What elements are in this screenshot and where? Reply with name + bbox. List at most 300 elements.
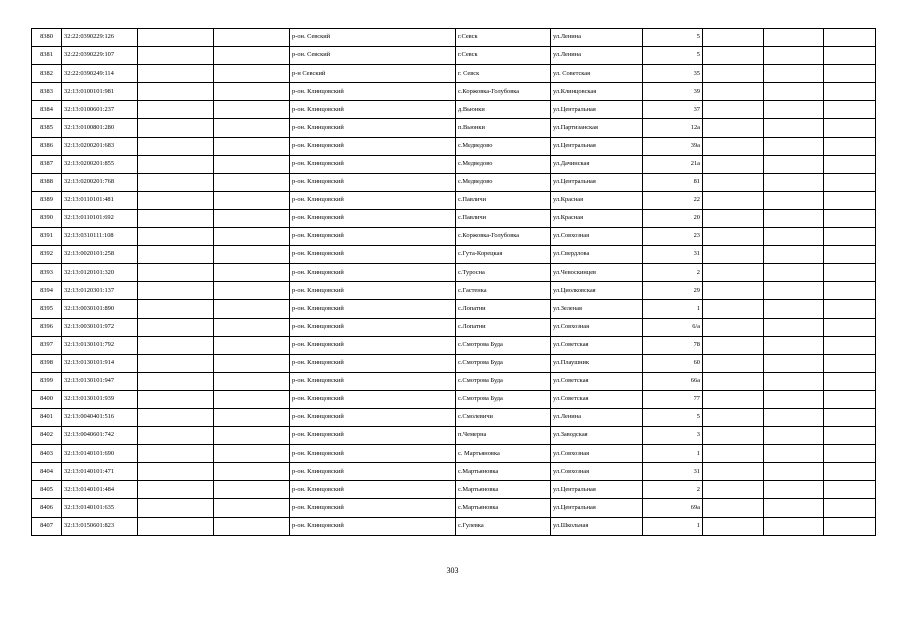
house-number-cell: 81 [643,173,703,191]
district-cell: р-он. Клинцовский [290,336,456,354]
empty-cell [824,137,876,155]
empty-cell [214,318,290,336]
street-cell: ул.Партизанская [551,119,643,137]
table-row [32,47,876,65]
empty-cell [138,137,214,155]
cadastral-number-cell: 32:13:0100101:981 [62,83,138,101]
cadastral-number-cell: 32:13:0040601:742 [62,427,138,445]
settlement-cell: с.Лопатни [456,318,551,336]
district-cell: р-он. Клинцовский [290,191,456,209]
district-cell: р-он. Клинцовский [290,481,456,499]
district-cell: р-он. Клинцовский [290,354,456,372]
empty-cell [703,390,764,408]
empty-cell [764,29,824,47]
empty-cell [703,246,764,264]
empty-cell [138,427,214,445]
empty-cell [214,445,290,463]
empty-cell [824,445,876,463]
empty-cell [764,119,824,137]
empty-cell [703,209,764,227]
empty-cell [214,481,290,499]
cadastral-number-cell: 32:13:0200201:768 [62,173,138,191]
empty-cell [764,191,824,209]
cadastral-number-cell: 32:13:0120301:137 [62,282,138,300]
empty-cell [824,191,876,209]
street-cell: ул.Центральная [551,481,643,499]
cadastral-number-cell: 32:13:0140101:690 [62,445,138,463]
district-cell: р-он. Клинцовский [290,228,456,246]
cadastral-number-cell: 32:13:0200201:683 [62,137,138,155]
table-row [32,137,876,155]
empty-cell [764,155,824,173]
row-number-cell: 8388 [32,173,62,191]
row-number-cell: 8391 [32,228,62,246]
empty-cell [824,336,876,354]
table-row [32,65,876,83]
empty-cell [214,282,290,300]
house-number-cell: 12а [643,119,703,137]
empty-cell [764,65,824,83]
table-row [32,354,876,372]
empty-cell [824,173,876,191]
house-number-cell: 29 [643,282,703,300]
street-cell: ул.Ленина [551,408,643,426]
empty-cell [214,499,290,517]
empty-cell [764,427,824,445]
street-cell: ул.Советская [551,390,643,408]
empty-cell [764,354,824,372]
street-cell: ул.Центральная [551,173,643,191]
empty-cell [824,318,876,336]
house-number-cell: 1 [643,300,703,318]
street-cell: ул.Зеленая [551,300,643,318]
empty-cell [764,282,824,300]
empty-cell [703,173,764,191]
empty-cell [824,65,876,83]
empty-cell [824,372,876,390]
settlement-cell: с.Мартьяновка [456,499,551,517]
table-row [32,463,876,481]
district-cell: р-он. Клинцовский [290,390,456,408]
house-number-cell: 1 [643,517,703,535]
row-number-cell: 8389 [32,191,62,209]
empty-cell [703,427,764,445]
empty-cell [138,228,214,246]
empty-cell [138,119,214,137]
house-number-cell: 1 [643,445,703,463]
street-cell: ул.Заводская [551,427,643,445]
row-number-cell: 8381 [32,47,62,65]
table-row [32,191,876,209]
empty-cell [764,228,824,246]
empty-cell [703,354,764,372]
empty-cell [764,318,824,336]
house-number-cell: 60 [643,354,703,372]
cadastral-number-cell: 32:13:0110101:692 [62,209,138,227]
empty-cell [703,29,764,47]
house-number-cell: 5 [643,408,703,426]
empty-cell [764,209,824,227]
cadastral-number-cell: 32:13:0100801:280 [62,119,138,137]
empty-cell [138,354,214,372]
empty-cell [824,264,876,282]
street-cell: ул. Советская [551,65,643,83]
cadastral-number-cell: 32:22:0390249:114 [62,65,138,83]
empty-cell [138,336,214,354]
settlement-cell: с.Медведово [456,173,551,191]
table-row [32,499,876,517]
empty-cell [214,463,290,481]
cadastral-number-cell: 32:13:0020101:258 [62,246,138,264]
empty-cell [703,101,764,119]
row-number-cell: 8404 [32,463,62,481]
empty-cell [214,155,290,173]
empty-cell [764,408,824,426]
district-cell: р-он. Клинцовский [290,318,456,336]
table-row [32,390,876,408]
empty-cell [824,101,876,119]
empty-cell [764,246,824,264]
settlement-cell: с.Коржовка-Голубовка [456,228,551,246]
empty-cell [824,155,876,173]
empty-cell [824,463,876,481]
settlement-cell: с.Павличи [456,209,551,227]
settlement-cell: г.Севск [456,47,551,65]
empty-cell [703,155,764,173]
empty-cell [703,47,764,65]
empty-cell [138,390,214,408]
row-number-cell: 8383 [32,83,62,101]
row-number-cell: 8395 [32,300,62,318]
house-number-cell: 2 [643,481,703,499]
cadastral-number-cell: 32:13:0150601:823 [62,517,138,535]
settlement-cell: г.Севск [456,29,551,47]
empty-cell [214,65,290,83]
empty-cell [214,427,290,445]
district-cell: р-он. Севский [290,29,456,47]
row-number-cell: 8396 [32,318,62,336]
empty-cell [703,83,764,101]
empty-cell [214,209,290,227]
empty-cell [214,336,290,354]
row-number-cell: 8394 [32,282,62,300]
empty-cell [703,445,764,463]
house-number-cell: 37 [643,101,703,119]
row-number-cell: 8387 [32,155,62,173]
settlement-cell: с.Смотрова Буда [456,336,551,354]
house-number-cell: 69а [643,499,703,517]
table-row [32,445,876,463]
district-cell: р-он. Клинцовский [290,83,456,101]
street-cell: ул.Клинцовская [551,83,643,101]
cadastral-number-cell: 32:22:0390229:107 [62,47,138,65]
cadastral-number-cell: 32:13:0130101:947 [62,372,138,390]
empty-cell [824,300,876,318]
empty-cell [824,517,876,535]
row-number-cell: 8384 [32,101,62,119]
row-number-cell: 8403 [32,445,62,463]
cadastral-number-cell: 32:13:0140101:471 [62,463,138,481]
empty-cell [138,318,214,336]
empty-cell [214,47,290,65]
cadastral-number-cell: 32:13:0140101:484 [62,481,138,499]
empty-cell [824,47,876,65]
street-cell: ул.Чевоскинцев [551,264,643,282]
empty-cell [703,228,764,246]
district-cell: р-он. Клинцовский [290,209,456,227]
street-cell: ул.Ленина [551,47,643,65]
house-number-cell: 5 [643,29,703,47]
settlement-cell: с.Гастенка [456,282,551,300]
empty-cell [138,83,214,101]
settlement-cell: с.Туросна [456,264,551,282]
settlement-cell: с.Смотрова Буда [456,354,551,372]
street-cell: ул.Советская [551,372,643,390]
table-row [32,246,876,264]
empty-cell [824,228,876,246]
table-row [32,29,876,47]
empty-cell [824,119,876,137]
empty-cell [214,191,290,209]
district-cell: р-он. Клинцовский [290,372,456,390]
empty-cell [764,264,824,282]
cadastral-number-cell: 32:13:0110101:481 [62,191,138,209]
house-number-cell: 35 [643,65,703,83]
table-row [32,101,876,119]
district-cell: р-он. Клинцовский [290,264,456,282]
table-row [32,300,876,318]
empty-cell [764,463,824,481]
table-row [32,481,876,499]
district-cell: р-он. Клинцовский [290,137,456,155]
house-number-cell: 39а [643,137,703,155]
house-number-cell: 39 [643,83,703,101]
district-cell: р-он. Клинцовский [290,463,456,481]
cadastral-number-cell: 32:22:0390229:126 [62,29,138,47]
district-cell: р-он. Клинцовский [290,300,456,318]
empty-cell [138,246,214,264]
table-row [32,408,876,426]
empty-cell [138,264,214,282]
empty-cell [764,137,824,155]
empty-cell [214,264,290,282]
settlement-cell: с.Смотрова Буда [456,372,551,390]
empty-cell [764,481,824,499]
district-cell: р-он. Клинцовский [290,246,456,264]
empty-cell [138,101,214,119]
street-cell: ул.Центральная [551,499,643,517]
cadastral-number-cell: 32:13:0130101:939 [62,390,138,408]
empty-cell [703,336,764,354]
cadastral-number-cell: 32:13:0120101:320 [62,264,138,282]
empty-cell [824,83,876,101]
empty-cell [214,101,290,119]
street-cell: ул.Совхозная [551,463,643,481]
settlement-cell: с.Лопатни [456,300,551,318]
empty-cell [138,372,214,390]
empty-cell [138,191,214,209]
empty-cell [138,47,214,65]
house-number-cell: 31 [643,463,703,481]
settlement-cell: п.Вьюнки [456,119,551,137]
district-cell: р-он. Клинцовский [290,499,456,517]
empty-cell [138,173,214,191]
cadastral-number-cell: 32:13:0030101:972 [62,318,138,336]
empty-cell [214,83,290,101]
empty-cell [214,137,290,155]
empty-cell [764,173,824,191]
district-cell: р-он. Клинцовский [290,517,456,535]
empty-cell [764,499,824,517]
row-number-cell: 8386 [32,137,62,155]
empty-cell [764,372,824,390]
settlement-cell: г. Севск [456,65,551,83]
empty-cell [703,119,764,137]
street-cell: ул.Дачинская [551,155,643,173]
empty-cell [214,517,290,535]
row-number-cell: 8393 [32,264,62,282]
empty-cell [703,499,764,517]
row-number-cell: 8380 [32,29,62,47]
settlement-cell: п.Чемерна [456,427,551,445]
street-cell: ул.Плаушник [551,354,643,372]
cadastral-number-cell: 32:13:0100601:237 [62,101,138,119]
cadastral-number-cell: 32:13:0040401:516 [62,408,138,426]
row-number-cell: 8398 [32,354,62,372]
house-number-cell: 21а [643,155,703,173]
empty-cell [824,354,876,372]
table-row [32,427,876,445]
row-number-cell: 8385 [32,119,62,137]
row-number-cell: 8399 [32,372,62,390]
settlement-cell: с.Смотрова Буда [456,390,551,408]
empty-cell [214,390,290,408]
table-row [32,209,876,227]
empty-cell [824,246,876,264]
empty-cell [824,481,876,499]
district-cell: р-он. Клинцовский [290,282,456,300]
settlement-cell: с.Гута-Корецкая [456,246,551,264]
row-number-cell: 8401 [32,408,62,426]
cadastral-number-cell: 32:13:0310111:108 [62,228,138,246]
cadastral-number-cell: 32:13:0140101:635 [62,499,138,517]
empty-cell [138,282,214,300]
street-cell: ул.Циолковская [551,282,643,300]
property-registry-table [31,28,876,536]
empty-cell [764,47,824,65]
empty-cell [138,65,214,83]
house-number-cell: 22 [643,191,703,209]
settlement-cell: с.Медведово [456,137,551,155]
cadastral-number-cell: 32:13:0030101:890 [62,300,138,318]
settlement-cell: с.Павличи [456,191,551,209]
street-cell: ул.Школьная [551,517,643,535]
house-number-cell: 3 [643,427,703,445]
empty-cell [703,517,764,535]
house-number-cell: 31 [643,246,703,264]
street-cell: ул.Красная [551,209,643,227]
empty-cell [214,408,290,426]
street-cell: ул.Центральная [551,101,643,119]
row-number-cell: 8407 [32,517,62,535]
district-cell: р-он. Клинцовский [290,427,456,445]
settlement-cell: с.Гулевка [456,517,551,535]
registry-table-body [32,29,876,536]
row-number-cell: 8405 [32,481,62,499]
empty-cell [764,300,824,318]
empty-cell [214,372,290,390]
table-row [32,372,876,390]
empty-cell [138,209,214,227]
empty-cell [764,390,824,408]
empty-cell [703,463,764,481]
empty-cell [214,173,290,191]
empty-cell [824,29,876,47]
empty-cell [138,463,214,481]
empty-cell [138,408,214,426]
district-cell: р-он. Клинцовский [290,155,456,173]
empty-cell [703,282,764,300]
settlement-cell: с.Коржовка-Голубовка [456,83,551,101]
settlement-cell: с.Мартьяновка [456,481,551,499]
district-cell: р-он. Клинцовский [290,173,456,191]
empty-cell [824,209,876,227]
empty-cell [703,264,764,282]
street-cell: ул.Красная [551,191,643,209]
settlement-cell: с. Мартьяновка [456,445,551,463]
table-row [32,336,876,354]
empty-cell [703,481,764,499]
district-cell: р-он. Клинцовский [290,445,456,463]
table-row [32,264,876,282]
house-number-cell: 6/а [643,318,703,336]
empty-cell [703,318,764,336]
street-cell: ул.Советская [551,336,643,354]
house-number-cell: 2 [643,264,703,282]
table-row [32,119,876,137]
settlement-cell: с.Смолевичи [456,408,551,426]
house-number-cell: 78 [643,336,703,354]
empty-cell [138,499,214,517]
table-row [32,228,876,246]
house-number-cell: 23 [643,228,703,246]
empty-cell [764,517,824,535]
settlement-cell: д.Вьюнки [456,101,551,119]
table-row [32,83,876,101]
district-cell: р-он. Клинцовский [290,101,456,119]
empty-cell [824,427,876,445]
empty-cell [824,499,876,517]
empty-cell [214,228,290,246]
street-cell: ул.Совхозная [551,318,643,336]
empty-cell [824,390,876,408]
empty-cell [764,101,824,119]
empty-cell [214,300,290,318]
row-number-cell: 8402 [32,427,62,445]
empty-cell [703,65,764,83]
empty-cell [824,408,876,426]
empty-cell [703,300,764,318]
district-cell: р-он. Севский [290,47,456,65]
empty-cell [214,246,290,264]
cadastral-number-cell: 32:13:0200201:855 [62,155,138,173]
house-number-cell: 77 [643,390,703,408]
table-row [32,282,876,300]
street-cell: ул.Ленина [551,29,643,47]
district-cell: р-н Севский [290,65,456,83]
page-number: 303 [446,566,459,575]
row-number-cell: 8382 [32,65,62,83]
